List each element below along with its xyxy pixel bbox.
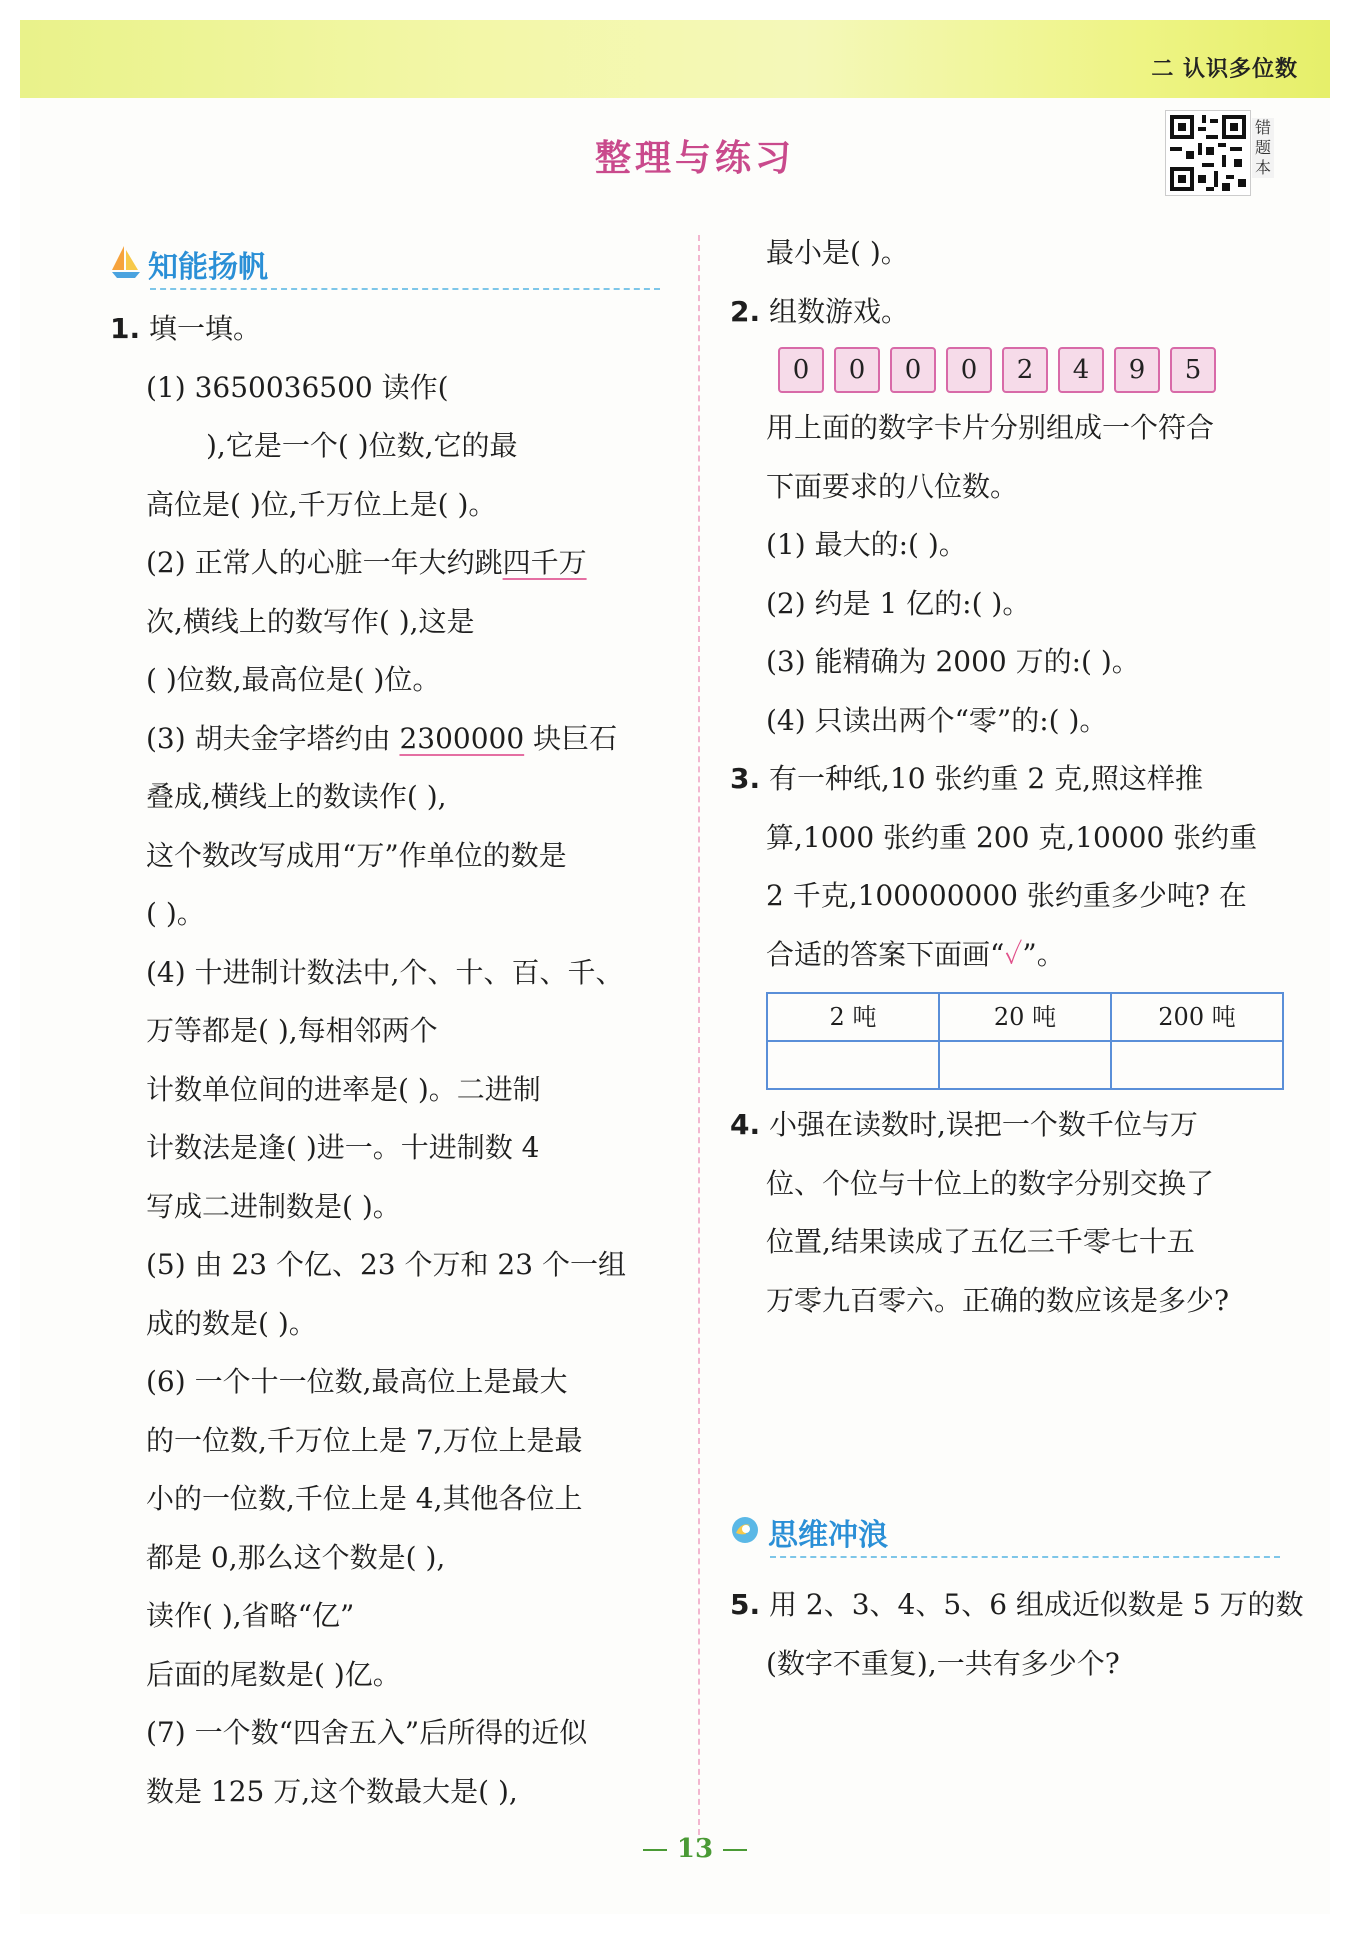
question-title: 组数游戏。 [769, 294, 910, 328]
section-underline [150, 288, 660, 290]
question-1-heading [110, 300, 680, 359]
text-line: 数是 125 万,这个数最大是( ), [146, 1774, 518, 1808]
text-line: ),它是一个( )位数,它的最 [206, 429, 518, 462]
underlined-number: 四千万 [502, 546, 587, 579]
text-line: 万零九百零六。正确的数应该是多少? [766, 1283, 1230, 1317]
page-number-text: 13 [676, 1834, 714, 1864]
text-line: 计数法是逢( )进一。十进制数 4 [146, 1131, 540, 1164]
question-4-line [730, 1096, 1300, 1155]
wrong-answer-book-label: 错题本 [1252, 118, 1274, 178]
text-line: (4) 十进制计数法中,个、十、百、千、 [146, 955, 624, 989]
text-line: 写成二进制数是( )。 [146, 1189, 401, 1223]
wave-icon [730, 1513, 762, 1551]
text-line: 叠成,横线上的数读作( ), [146, 780, 447, 813]
question-number: 2. [730, 294, 761, 328]
text-line: (2) 约是 1 亿的:( )。 [766, 586, 1031, 620]
text-line: (1) 3650036500 读作( [146, 370, 449, 404]
text-segment: 合适的答案下面画“ [766, 937, 1005, 971]
text-line: (4) 只读出两个“零”的:( )。 [766, 703, 1108, 737]
question-number: 5. [730, 1588, 761, 1621]
page-number-rule [723, 1849, 747, 1851]
digit-card: 0 [778, 347, 824, 393]
header-band [20, 20, 1330, 98]
question-2-heading [730, 283, 1300, 342]
section-title-siwei: 思维冲浪 [768, 1518, 888, 1553]
text-line: (数字不重复),一共有多少个? [766, 1646, 1120, 1680]
text-line: 成的数是( )。 [146, 1306, 317, 1340]
text-segment: ”。 [1022, 937, 1065, 971]
text-line: 位、个位与十位上的数字分别交换了 [766, 1166, 1215, 1200]
answer-cell[interactable] [939, 1041, 1111, 1089]
digit-card: 0 [946, 347, 992, 393]
digit-card: 2 [1002, 347, 1048, 393]
question-title: 填一填。 [149, 312, 262, 345]
text-segment: 小强在读数时,误把一个数千位与万 [769, 1108, 1198, 1141]
text-line: 下面要求的八位数。 [766, 469, 1019, 503]
digit-card: 0 [834, 347, 880, 393]
text-line [730, 926, 1300, 985]
digit-card: 5 [1170, 347, 1216, 393]
text-line: (5) 由 23 个亿、23 个万和 23 个一组 [146, 1248, 626, 1281]
text-segment: 块巨石 [524, 721, 618, 755]
text-segment: 有一种纸,10 张约重 2 克,照这样推 [769, 762, 1203, 795]
table-header-cell: 20 吨 [939, 993, 1111, 1041]
question-number: 4. [730, 1108, 761, 1141]
text-line: 万等都是( ),每相邻两个 [146, 1014, 438, 1047]
text-line: (6) 一个十一位数,最高位上是最大 [146, 1365, 568, 1398]
text-line: 次,横线上的数写作( ),这是 [146, 604, 475, 638]
text-line [110, 710, 680, 769]
table-header-row [767, 993, 1283, 1041]
text-line: 用上面的数字卡片分别组成一个符合 [766, 411, 1215, 444]
question-number: 1. [110, 312, 141, 345]
text-line: 高位是( )位,千万位上是( )。 [146, 487, 497, 521]
section-siwei [730, 1510, 1290, 1554]
sailboat-icon [110, 244, 142, 284]
text-segment: (3) 胡夫金字塔约由 [146, 721, 400, 755]
text-line: (3) 能精确为 2000 万的:( )。 [766, 645, 1140, 678]
digit-cards [778, 347, 1300, 393]
text-line: 计数单位间的进率是( )。二进制 [146, 1072, 541, 1106]
column-divider [698, 235, 700, 1835]
check-mark-icon: ✓ [1004, 937, 1023, 971]
right-column-lower [730, 1576, 1304, 1693]
answer-cell[interactable] [767, 1041, 939, 1089]
table-answer-row [767, 1041, 1283, 1089]
chapter-label: 二 认识多位数 [1151, 57, 1298, 82]
digit-card: 4 [1058, 347, 1104, 393]
text-line: 这个数改写成用“万”作单位的数是 [146, 838, 567, 872]
text-segment: 用 2、3、4、5、6 组成近似数是 5 万的数 [769, 1588, 1304, 1621]
text-line: 读作( ),省略“亿” [146, 1599, 355, 1632]
answer-table [766, 992, 1284, 1090]
page-number [0, 1834, 1350, 1864]
digit-card: 9 [1114, 347, 1160, 393]
table-header-cell: 2 吨 [767, 993, 939, 1041]
section-title-zhineng: 知能扬帆 [148, 250, 268, 285]
text-line: ( )。 [146, 897, 205, 930]
text-line: (1) 最大的:( )。 [766, 528, 967, 561]
text-line: 后面的尾数是( )亿。 [146, 1657, 401, 1691]
text-line: 位置,结果读成了五亿三千零七十五 [766, 1225, 1195, 1258]
underlined-number: 2300000 [399, 721, 525, 755]
answer-cell[interactable] [1111, 1041, 1283, 1089]
right-column [730, 224, 1300, 1330]
text-line: (7) 一个数“四舍五入”后所得的近似 [146, 1716, 588, 1749]
text-line [110, 534, 680, 593]
text-line: 算,1000 张约重 200 克,10000 张约重 [766, 820, 1258, 854]
page-title: 整理与练习 [594, 138, 795, 179]
section-zhineng [110, 242, 670, 286]
question-3-line [730, 750, 1300, 809]
digit-card: 0 [890, 347, 936, 393]
left-column [110, 300, 680, 1821]
text-line: 都是 0,那么这个数是( ), [146, 1540, 446, 1574]
table-header-cell: 200 吨 [1111, 993, 1283, 1041]
text-segment: (2) 正常人的心脏一年大约跳 [146, 546, 503, 579]
question-number: 3. [730, 762, 761, 795]
text-line: 的一位数,千万位上是 7,万位上是最 [146, 1423, 583, 1457]
text-line: 最小是( )。 [766, 236, 909, 269]
section-underline [770, 1556, 1280, 1558]
page-number-rule [643, 1849, 667, 1851]
text-line: 小的一位数,千位上是 4,其他各位上 [146, 1482, 583, 1515]
question-5-line [730, 1576, 1304, 1635]
text-line: ( )位数,最高位是( )位。 [146, 663, 441, 696]
qr-code-icon[interactable] [1165, 110, 1251, 196]
text-line: 2 千克,100000000 张约重多少吨? 在 [766, 879, 1247, 912]
